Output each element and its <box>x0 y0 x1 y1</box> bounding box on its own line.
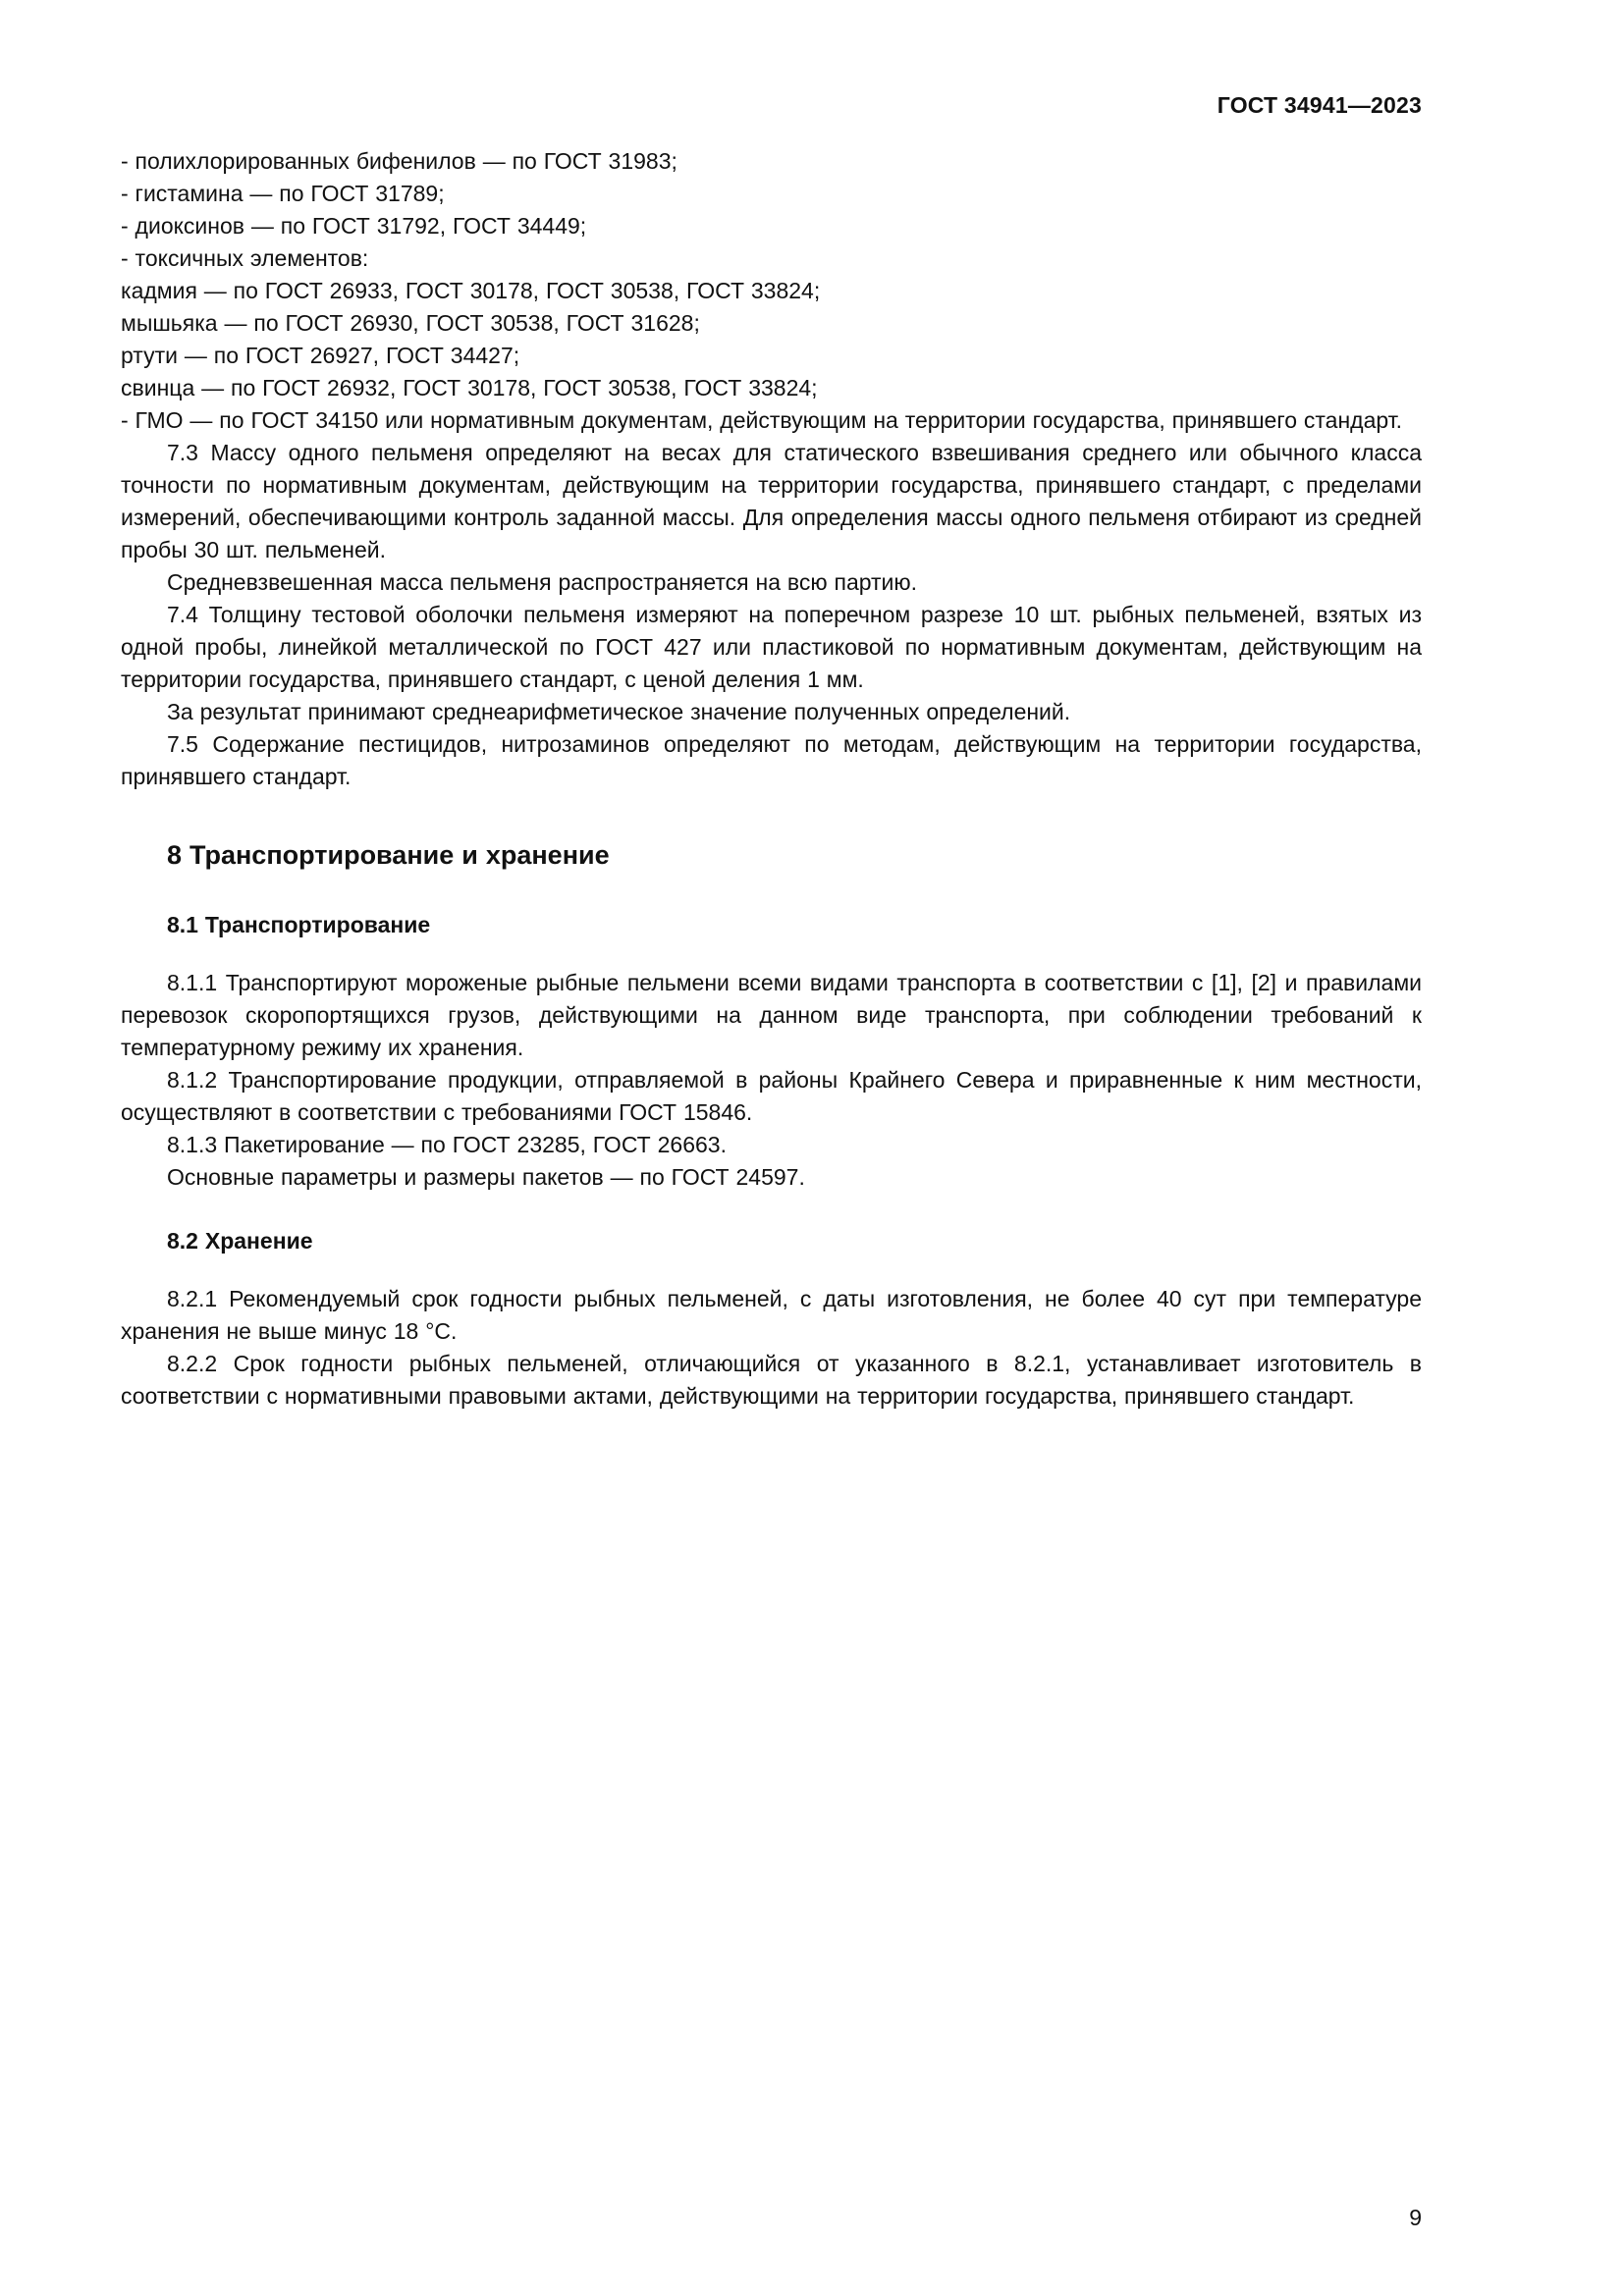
list-item-gmo: - ГМО — по ГОСТ 34150 или нормативным документам, действующим на территории государства, принявшего стандарт. <box>121 407 1403 433</box>
clause-8-1-2: 8.1.2 Транспортирование продукции, отправляемой в районы Крайнего Севера и приравненные к ним местности, осуществляют в соответствии с требованиями ГОСТ 15846. <box>121 1067 1422 1125</box>
list-item-biphenyls: - полихлорированных бифенилов — по ГОСТ 31983; <box>121 148 677 174</box>
section-8-2-heading: 8.2 Хранение <box>167 1228 313 1254</box>
document-body <box>121 145 1422 1413</box>
list-item-dioxins: - диоксинов — по ГОСТ 31792, ГОСТ 34449; <box>121 213 587 239</box>
list-item-histamine: - гистамина — по ГОСТ 31789; <box>121 181 445 206</box>
sub-item-mercury: ртути — по ГОСТ 26927, ГОСТ 34427; <box>121 343 520 368</box>
document-header: ГОСТ 34941—2023 <box>1217 92 1422 118</box>
clause-7-4-note: За результат принимают среднеарифметическое значение полученных определений. <box>167 699 1071 724</box>
clause-8-2-1: 8.2.1 Рекомендуемый срок годности рыбных пельменей, с даты изготовления, не более 40 сут при температуре хранения не выше минус 18 °С. <box>121 1286 1422 1344</box>
clause-8-1-3-note: Основные параметры и размеры пакетов — по ГОСТ 24597. <box>167 1164 805 1190</box>
sub-item-lead: свинца — по ГОСТ 26932, ГОСТ 30178, ГОСТ 30538, ГОСТ 33824; <box>121 375 818 400</box>
sub-item-arsenic: мышьяка — по ГОСТ 26930, ГОСТ 30538, ГОСТ 31628; <box>121 310 700 336</box>
clause-7-3: 7.3 Массу одного пельменя определяют на весах для статического взвешивания среднего или обычного класса точности по нормативным документам, действующим на территории государства, принявшего стандарт, с пределами измерений, обеспечивающими контроль заданной массы. Для определения массы одного пельменя отбирают из средней пробы 30 шт. пельменей. <box>121 440 1422 562</box>
section-8-1-heading: 8.1 Транспортирование <box>167 912 431 937</box>
clause-8-1-3: 8.1.3 Пакетирование — по ГОСТ 23285, ГОСТ 26663. <box>167 1132 727 1157</box>
clause-7-3-note: Средневзвешенная масса пельменя распространяется на всю партию. <box>167 569 918 595</box>
list-item-toxic-elements: - токсичных элементов: <box>121 245 369 271</box>
page-number: 9 <box>1409 2205 1422 2230</box>
clause-8-2-2: 8.2.2 Срок годности рыбных пельменей, отличающийся от указанного в 8.2.1, устанавливает изготовитель в соответствии с нормативными правовыми актами, действующими на территории государства, принявшего стандарт. <box>121 1351 1422 1409</box>
clause-7-5: 7.5 Содержание пестицидов, нитрозаминов определяют по методам, действующим на территории государства, принявшего стандарт. <box>121 731 1422 789</box>
section-8-heading: 8 Транспортирование и хранение <box>167 840 610 870</box>
clause-7-4: 7.4 Толщину тестовой оболочки пельменя измеряют на поперечном разрезе 10 шт. рыбных пельменей, взятых из одной пробы, линейкой металлической по ГОСТ 427 или пластиковой по нормативным документам, действующим на территории государства, принявшего стандарт, с ценой деления 1 мм. <box>121 602 1422 692</box>
clause-8-1-1: 8.1.1 Транспортируют мороженые рыбные пельмени всеми видами транспорта в соответствии с [1], [2] и правилами перевозок скоропортящихся грузов, действующими на данном виде транспорта, при соблюдении требований к температурному режиму их хранения. <box>121 970 1422 1060</box>
sub-item-cadmium: кадмия — по ГОСТ 26933, ГОСТ 30178, ГОСТ 30538, ГОСТ 33824; <box>121 278 821 303</box>
